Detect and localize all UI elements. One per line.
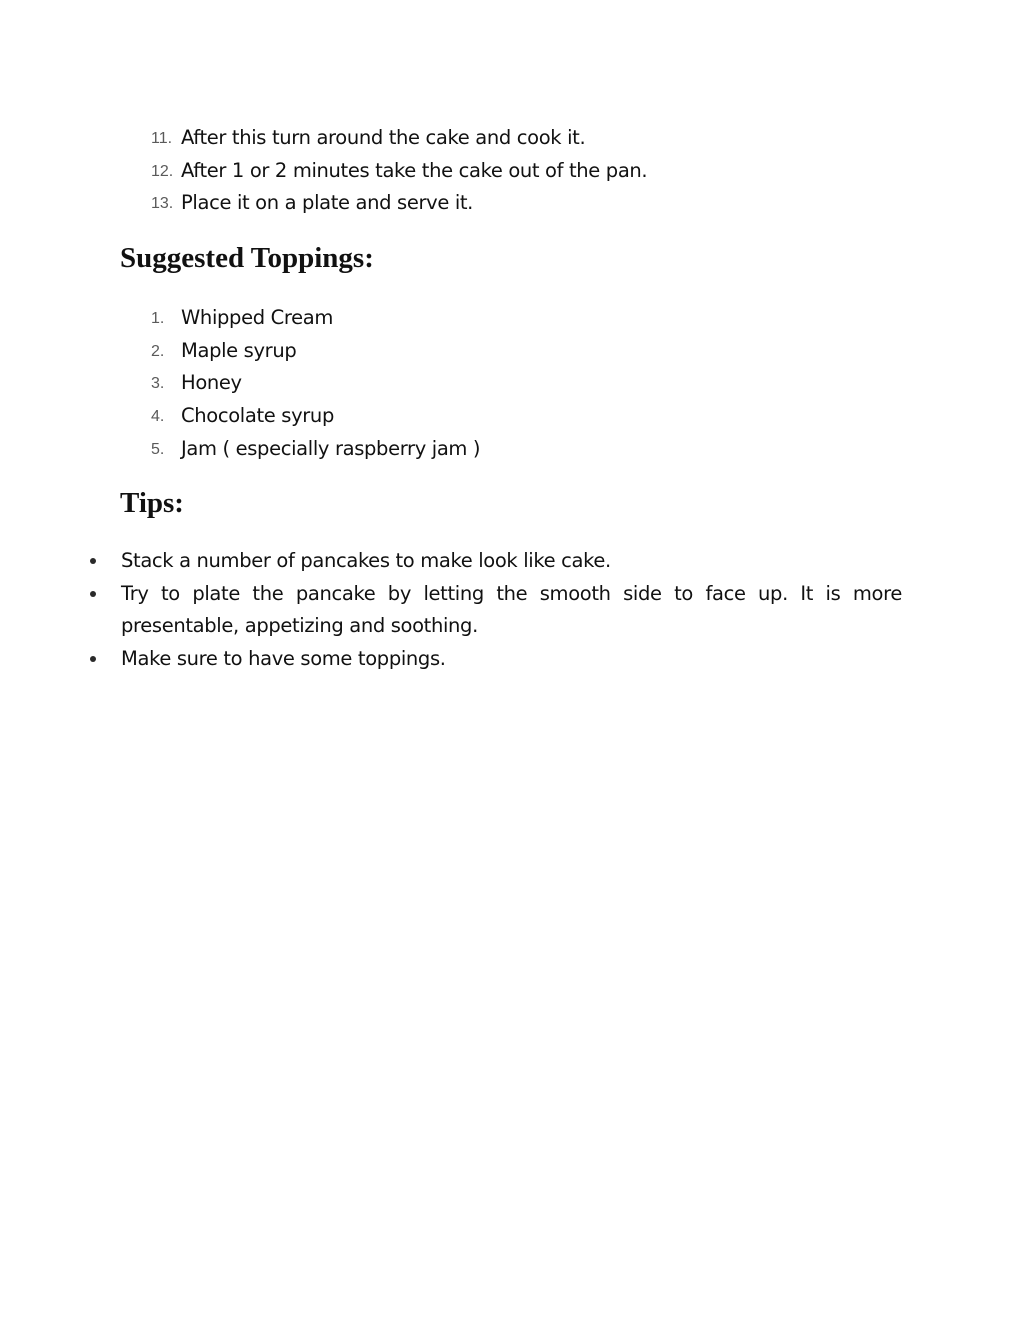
list-item [0, 578, 1024, 643]
list-number: 13. [151, 195, 174, 213]
list-item-text: After this turn around the cake and cook it. [181, 126, 586, 149]
list-number: 11. [151, 130, 173, 147]
list-item-text: Chocolate syrup [181, 404, 334, 428]
tips-heading: Tips: [120, 487, 184, 519]
list-item-text: Whipped Cream [181, 306, 333, 329]
list-item-text: Stack a number of pancakes to make look like cake. [121, 549, 611, 572]
list-item-text: Honey [181, 371, 242, 395]
bullet-icon [90, 591, 96, 597]
tips-list [0, 545, 1024, 676]
list-number: 2. [151, 342, 165, 360]
list-item-text: Place it on a plate and serve it. [181, 191, 474, 215]
list-item-text: Make sure to have some toppings. [121, 647, 446, 671]
list-number: 3. [151, 375, 165, 393]
bullet-icon [90, 558, 96, 564]
toppings-heading: Suggested Toppings: [120, 242, 374, 274]
list-number: 5. [151, 440, 165, 458]
list-item [0, 545, 1024, 578]
list-item-text: Maple syrup [181, 338, 297, 362]
list-number: 1. [151, 310, 165, 327]
list-item [0, 643, 1024, 676]
bullet-icon [90, 656, 96, 662]
list-item-text: After 1 or 2 minutes take the cake out of the pan. [181, 158, 648, 182]
list-item-text: Try to plate the pancake by letting the smooth side to face up. It is more presentable, appetizing and soothing. [121, 581, 902, 638]
list-item-text: Jam ( especially raspberry jam ) [181, 436, 481, 460]
list-number: 12. [151, 162, 174, 180]
list-number: 4. [151, 408, 165, 426]
